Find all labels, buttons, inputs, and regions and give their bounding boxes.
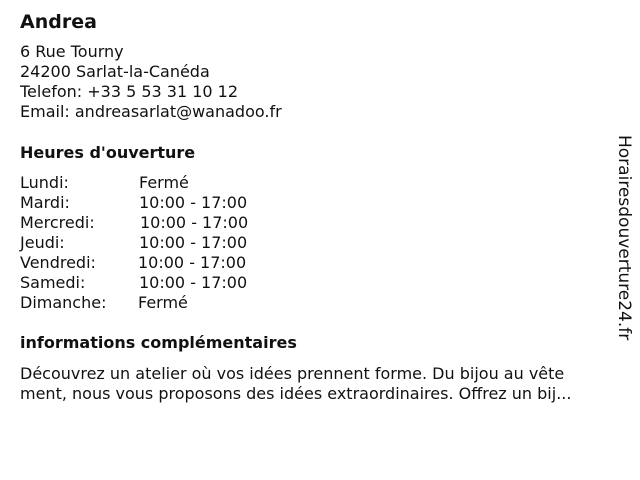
day-label: Dimanche: [20, 293, 107, 312]
day-hours: 10:00 - 17:00 [139, 193, 248, 212]
contact-block [20, 42, 620, 122]
day-label: Mardi: [20, 193, 70, 212]
phone-number: Telefon: +33 5 53 31 10 12 [20, 82, 239, 101]
hours-row-tuesday [20, 193, 620, 213]
opening-hours-heading: Heures d'ouverture [20, 143, 196, 162]
day-label: Mercredi: [20, 213, 95, 232]
hours-row-wednesday [20, 213, 620, 233]
day-hours: Fermé [138, 293, 188, 312]
day-hours: 10:00 - 17:00 [138, 253, 247, 272]
hours-row-saturday [20, 273, 620, 293]
business-description [20, 364, 630, 404]
hours-row-monday [20, 173, 620, 193]
email-address: Email: andreasarlat@wanadoo.fr [20, 102, 282, 121]
day-hours: Fermé [139, 173, 189, 192]
day-label: Jeudi: [20, 233, 65, 252]
description-line: ment, nous vous proposons des idées extraordinaires. Offrez un bij... [20, 384, 572, 403]
business-card [20, 10, 620, 404]
business-name: Andrea [20, 11, 97, 33]
site-watermark: Horairesdouverture24.fr [614, 135, 634, 341]
day-hours: 10:00 - 17:00 [139, 273, 248, 292]
day-label: Samedi: [20, 273, 86, 292]
city-address: 24200 Sarlat-la-Canéda [20, 62, 210, 81]
hours-row-thursday [20, 233, 620, 253]
day-label: Lundi: [20, 173, 69, 192]
day-hours: 10:00 - 17:00 [139, 233, 248, 252]
additional-info-heading: informations complémentaires [20, 333, 297, 352]
opening-hours-table [20, 173, 620, 313]
street-address: 6 Rue Tourny [20, 42, 124, 61]
day-label: Vendredi: [20, 253, 96, 272]
hours-row-sunday [20, 293, 620, 313]
description-line: Découvrez un atelier où vos idées prennent forme. Du bijou au vête [20, 364, 565, 383]
day-hours: 10:00 - 17:00 [140, 213, 249, 232]
hours-row-friday [20, 253, 620, 273]
